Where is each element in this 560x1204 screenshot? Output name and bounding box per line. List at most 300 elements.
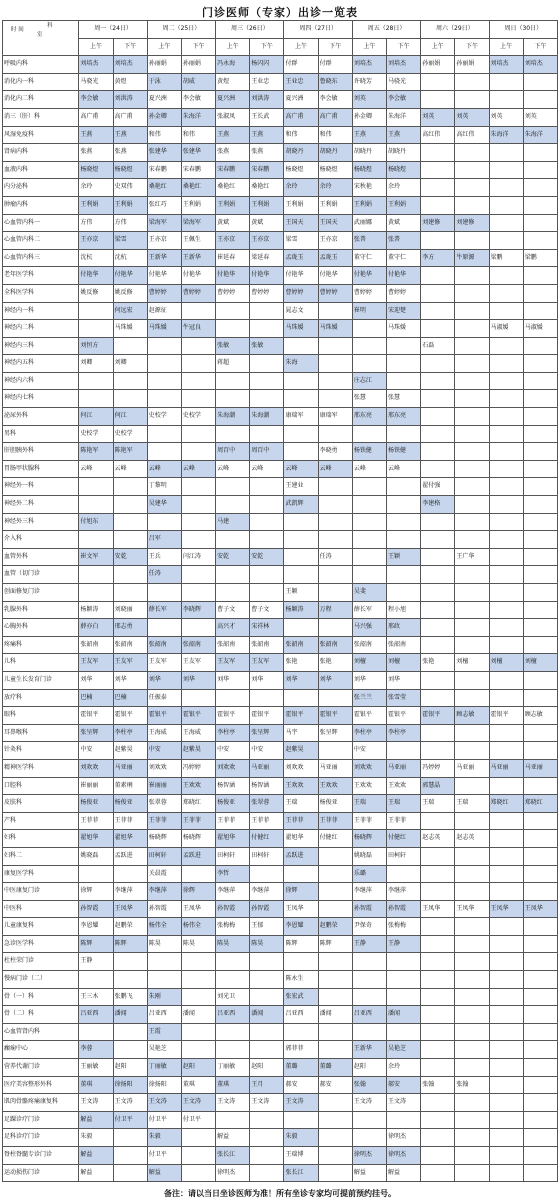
department-cell: 乳腺外科 <box>3 601 79 619</box>
table-row <box>3 284 558 302</box>
doctor-cell <box>523 355 557 373</box>
doctor-cell <box>455 302 489 320</box>
table-row <box>3 1129 558 1147</box>
corner-label-time: 时 间 <box>11 27 24 33</box>
doctor-cell: 解益 <box>79 1111 113 1129</box>
doctor-cell: 高兴才 <box>216 619 250 637</box>
doctor-cell: 王利娟 <box>352 196 386 214</box>
doctor-cell <box>113 584 147 602</box>
doctor-cell: 杨晓煜 <box>387 161 421 179</box>
doctor-cell <box>489 689 523 707</box>
doctor-cell <box>181 1041 215 1059</box>
doctor-cell <box>455 847 489 865</box>
doctor-cell <box>523 1147 557 1165</box>
doctor-cell: 徐明杰 <box>387 1147 421 1165</box>
doctor-cell <box>113 971 147 989</box>
doctor-cell: 陈永生 <box>284 971 318 989</box>
doctor-cell <box>387 742 421 760</box>
doctor-cell: 李柱亭 <box>113 724 147 742</box>
doctor-cell <box>250 584 284 602</box>
doctor-cell <box>318 372 352 390</box>
doctor-cell: 董琪 <box>181 1076 215 1094</box>
doctor-cell: 张兰兰 <box>352 689 386 707</box>
doctor-cell: 康瑞军 <box>284 408 318 426</box>
doctor-cell <box>455 988 489 1006</box>
doctor-cell: 王菲菲 <box>284 812 318 830</box>
doctor-cell: 霍银平 <box>113 707 147 725</box>
doctor-cell: 李继萍 <box>352 883 386 901</box>
doctor-cell: 张翰 <box>421 1076 455 1094</box>
doctor-cell <box>250 566 284 584</box>
doctor-cell <box>489 1129 523 1147</box>
doctor-cell <box>523 988 557 1006</box>
doctor-cell <box>284 1023 318 1041</box>
doctor-cell <box>523 865 557 883</box>
doctor-cell <box>523 425 557 443</box>
doctor-cell: 刘卿 <box>113 355 147 373</box>
doctor-cell <box>523 619 557 637</box>
doctor-cell <box>318 742 352 760</box>
doctor-cell: 王欢欢 <box>318 777 352 795</box>
doctor-cell: 薛亦白 <box>79 619 113 637</box>
doctor-cell <box>489 812 523 830</box>
doctor-cell: 王海威 <box>181 724 215 742</box>
doctor-cell <box>421 724 455 742</box>
doctor-cell: 赵阳 <box>181 1059 215 1077</box>
doctor-cell: 刘建修 <box>455 214 489 232</box>
doctor-cell: 高红伟 <box>455 126 489 144</box>
doctor-cell: 曹子文 <box>216 601 250 619</box>
doctor-cell <box>284 619 318 637</box>
doctor-cell: 杨智涵 <box>216 777 250 795</box>
doctor-cell <box>79 865 113 883</box>
table-row <box>3 918 558 936</box>
table-row <box>3 73 558 91</box>
doctor-cell: 潘闻 <box>181 1006 215 1024</box>
doctor-cell: 王文涛 <box>387 1094 421 1112</box>
doctor-cell: 姚晓磊 <box>79 847 113 865</box>
table-row <box>3 619 558 637</box>
doctor-cell: 邢志勇 <box>113 619 147 637</box>
doctor-cell <box>455 584 489 602</box>
doctor-cell: 夏兴洲 <box>216 91 250 109</box>
doctor-cell: 李柱亭 <box>387 724 421 742</box>
doctor-cell <box>455 179 489 197</box>
doctor-cell: 王利娟 <box>250 196 284 214</box>
doctor-cell: 马亚丽 <box>113 759 147 777</box>
doctor-cell <box>421 390 455 408</box>
doctor-cell: 杨晓辉 <box>147 830 181 848</box>
doctor-cell: 曹婷婷 <box>216 284 250 302</box>
doctor-cell: 李晓勇 <box>318 443 352 461</box>
doctor-cell: 云峰 <box>284 460 318 478</box>
doctor-cell: 付卫平 <box>147 1147 181 1165</box>
doctor-cell <box>523 1129 557 1147</box>
doctor-cell: 牛原源 <box>455 249 489 267</box>
doctor-cell: 王文涛 <box>250 1094 284 1112</box>
doctor-cell: 郑晓红 <box>523 795 557 813</box>
doctor-cell: 和伟 <box>318 126 352 144</box>
doctor-cell: 郝安 <box>284 1076 318 1094</box>
doctor-cell <box>523 144 557 162</box>
doctor-cell <box>113 531 147 549</box>
doctor-cell: 张韶南 <box>284 636 318 654</box>
doctor-cell: 高广甫 <box>113 108 147 126</box>
table-row <box>3 249 558 267</box>
doctor-cell: 吴艳芝 <box>147 1041 181 1059</box>
table-row <box>3 742 558 760</box>
doctor-cell <box>421 460 455 478</box>
doctor-cell: 刘欢欢 <box>284 759 318 777</box>
doctor-cell <box>318 1129 352 1147</box>
doctor-cell <box>147 513 181 531</box>
table-row <box>3 971 558 989</box>
doctor-cell: 张韶南 <box>250 636 284 654</box>
doctor-cell <box>181 689 215 707</box>
doctor-cell <box>455 531 489 549</box>
doctor-cell <box>455 1041 489 1059</box>
doctor-cell <box>455 232 489 250</box>
doctor-cell: 余玲 <box>387 179 421 197</box>
doctor-cell <box>216 302 250 320</box>
doctor-cell <box>216 478 250 496</box>
doctor-cell <box>455 284 489 302</box>
doctor-cell <box>79 531 113 549</box>
doctor-cell <box>318 513 352 531</box>
doctor-cell: 王瑞 <box>352 795 386 813</box>
doctor-cell: 朱刚 <box>147 988 181 1006</box>
doctor-cell: 陈辉 <box>318 935 352 953</box>
doctor-cell <box>352 496 386 514</box>
doctor-cell <box>523 337 557 355</box>
afternoon-header: 下午 <box>387 38 421 56</box>
doctor-cell: 云峰 <box>352 460 386 478</box>
doctor-cell: 王菲菲 <box>147 812 181 830</box>
doctor-cell <box>284 953 318 971</box>
doctor-cell <box>216 971 250 989</box>
doctor-cell: 刘华 <box>284 671 318 689</box>
doctor-cell: 霍银平 <box>421 707 455 725</box>
doctor-cell <box>318 619 352 637</box>
doctor-cell <box>455 496 489 514</box>
doctor-cell <box>523 953 557 971</box>
doctor-cell <box>250 531 284 549</box>
doctor-cell: 徐明杰 <box>352 1147 386 1165</box>
doctor-cell: 朱海洋 <box>489 126 523 144</box>
doctor-cell: 曹婷婷 <box>284 284 318 302</box>
doctor-cell <box>421 812 455 830</box>
doctor-cell: 张韶南 <box>387 636 421 654</box>
doctor-cell <box>387 566 421 584</box>
doctor-cell: 田柯轩 <box>387 847 421 865</box>
doctor-cell <box>523 390 557 408</box>
doctor-cell <box>421 865 455 883</box>
doctor-cell <box>489 1059 523 1077</box>
doctor-cell: 和伟 <box>284 126 318 144</box>
schedule-body <box>3 56 558 1182</box>
doctor-cell <box>216 689 250 707</box>
doctor-cell: 张韶南 <box>352 636 386 654</box>
doctor-cell <box>79 478 113 496</box>
doctor-cell: 中安 <box>147 742 181 760</box>
doctor-cell: 李继萍 <box>387 883 421 901</box>
doctor-cell: 王菲菲 <box>250 812 284 830</box>
doctor-cell: 刘华 <box>147 671 181 689</box>
doctor-cell <box>523 1059 557 1077</box>
doctor-cell: 姚晓磊 <box>352 847 386 865</box>
doctor-cell: 王欢欢 <box>181 777 215 795</box>
department-cell: 血液内科 <box>3 161 79 179</box>
doctor-cell: 朱毅 <box>284 1129 318 1147</box>
doctor-cell: 霍银平 <box>387 707 421 725</box>
doctor-cell <box>284 337 318 355</box>
doctor-cell <box>489 883 523 901</box>
doctor-cell: 徐扬阳 <box>113 1076 147 1094</box>
doctor-cell: 张艳 <box>318 654 352 672</box>
doctor-cell: 于泳 <box>147 73 181 91</box>
doctor-cell: 康瑞军 <box>318 408 352 426</box>
doctor-cell: 张鹏飞 <box>113 988 147 1006</box>
doctor-cell <box>113 496 147 514</box>
doctor-cell: 张宏武 <box>284 988 318 1006</box>
doctor-cell <box>455 1059 489 1077</box>
doctor-cell <box>284 1111 318 1129</box>
doctor-cell <box>455 73 489 91</box>
doctor-cell <box>181 1164 215 1182</box>
doctor-cell <box>421 1094 455 1112</box>
doctor-cell: 董守仁 <box>352 249 386 267</box>
doctor-cell: 梁雪 <box>113 232 147 250</box>
doctor-cell <box>318 953 352 971</box>
doctor-cell: 顾志敏 <box>523 707 557 725</box>
doctor-cell <box>216 372 250 390</box>
doctor-cell: 马骁光 <box>79 73 113 91</box>
doctor-cell <box>489 1111 523 1129</box>
doctor-cell <box>318 425 352 443</box>
doctor-cell: 史校学 <box>147 408 181 426</box>
doctor-cell: 宋春鹏 <box>147 161 181 179</box>
doctor-cell: 刘恒方 <box>79 337 113 355</box>
doctor-cell: 吴艳芝 <box>387 1041 421 1059</box>
department-cell: 介入科 <box>3 531 79 549</box>
table-row <box>3 636 558 654</box>
doctor-cell <box>523 1041 557 1059</box>
doctor-cell <box>318 847 352 865</box>
department-cell: 消三（肝）科 <box>3 108 79 126</box>
doctor-cell <box>523 214 557 232</box>
doctor-cell <box>250 988 284 1006</box>
doctor-cell: 王静 <box>79 953 113 971</box>
doctor-cell: 田柯轩 <box>216 847 250 865</box>
doctor-cell <box>523 478 557 496</box>
doctor-cell <box>181 953 215 971</box>
doctor-cell: 朱海 <box>284 355 318 373</box>
doctor-cell: 马亚丽 <box>250 759 284 777</box>
doctor-cell <box>489 1147 523 1165</box>
doctor-cell <box>284 531 318 549</box>
doctor-cell: 刘培杰 <box>113 56 147 74</box>
doctor-cell: 孙智霞 <box>147 900 181 918</box>
doctor-cell: 崔文军 <box>79 548 113 566</box>
doctor-cell: 王文涛 <box>113 1094 147 1112</box>
doctor-cell: 杨俊亚 <box>216 795 250 813</box>
doctor-cell <box>352 988 386 1006</box>
doctor-cell <box>318 900 352 918</box>
doctor-cell: 徐辉 <box>284 883 318 901</box>
doctor-cell: 王业忠 <box>250 73 284 91</box>
department-cell: 风湿免疫科 <box>3 126 79 144</box>
doctor-cell: 刘建修 <box>421 214 455 232</box>
doctor-cell: 马珠媛 <box>147 320 181 338</box>
doctor-cell: 王文涛 <box>181 1094 215 1112</box>
doctor-cell: 万程 <box>318 601 352 619</box>
doctor-cell: 王菲菲 <box>216 812 250 830</box>
doctor-cell: 吕亚西 <box>352 1006 386 1024</box>
doctor-cell <box>421 1023 455 1041</box>
doctor-cell <box>489 372 523 390</box>
doctor-cell: 王亦京 <box>147 232 181 250</box>
doctor-cell: 赵源征 <box>147 302 181 320</box>
department-cell: 心血管肾内科 <box>3 1023 79 1041</box>
doctor-cell: 霍银平 <box>352 707 386 725</box>
morning-header: 上午 <box>284 38 318 56</box>
doctor-cell <box>352 1023 386 1041</box>
doctor-cell: 邢政 <box>387 619 421 637</box>
doctor-cell: 刘培杰 <box>352 56 386 74</box>
department-cell: 骨（一）科 <box>3 988 79 1006</box>
doctor-cell <box>455 971 489 989</box>
doctor-cell <box>113 953 147 971</box>
doctor-cell <box>489 777 523 795</box>
doctor-cell: 李恩耀 <box>284 918 318 936</box>
doctor-cell: 梁海军 <box>181 214 215 232</box>
doctor-cell: 杨晓煜 <box>284 161 318 179</box>
department-cell: 消化内一科 <box>3 73 79 91</box>
doctor-cell <box>523 847 557 865</box>
table-row <box>3 1164 558 1182</box>
doctor-cell: 翟旭华 <box>113 830 147 848</box>
doctor-cell: 姚反修 <box>113 284 147 302</box>
doctor-cell: 曹婷婷 <box>318 284 352 302</box>
table-row <box>3 795 558 813</box>
doctor-cell: 付健红 <box>250 830 284 848</box>
doctor-cell <box>113 478 147 496</box>
doctor-cell: 刘英 <box>455 108 489 126</box>
doctor-cell: 潘闻 <box>113 1006 147 1024</box>
table-row <box>3 232 558 250</box>
doctor-cell: 杨颖涛 <box>284 601 318 619</box>
doctor-cell <box>181 1023 215 1041</box>
doctor-cell: 张燕 <box>113 144 147 162</box>
doctor-cell: 崔丽丽 <box>147 777 181 795</box>
doctor-cell: 胡威 <box>181 73 215 91</box>
doctor-cell: 何远宏 <box>113 302 147 320</box>
doctor-cell <box>421 971 455 989</box>
schedule-table <box>2 20 558 1182</box>
doctor-cell: 刘英 <box>352 91 386 109</box>
doctor-cell <box>421 161 455 179</box>
doctor-cell <box>489 988 523 1006</box>
table-row <box>3 337 558 355</box>
doctor-cell: 李继萍 <box>113 883 147 901</box>
doctor-cell <box>181 390 215 408</box>
doctor-cell: 巴楠 <box>79 689 113 707</box>
doctor-cell: 王燕 <box>216 126 250 144</box>
doctor-cell: 孙金卿 <box>352 108 386 126</box>
doctor-cell <box>113 390 147 408</box>
doctor-cell: 付艳华 <box>250 267 284 285</box>
doctor-cell: 马宇 <box>284 724 318 742</box>
doctor-cell <box>523 671 557 689</box>
doctor-cell <box>421 196 455 214</box>
doctor-cell <box>489 144 523 162</box>
doctor-cell: 张呈辉 <box>250 724 284 742</box>
department-cell: 耳鼻喉科 <box>3 724 79 742</box>
doctor-cell <box>523 1164 557 1182</box>
doctor-cell: 石磊 <box>421 337 455 355</box>
department-cell: 神经外一科 <box>3 478 79 496</box>
doctor-cell: 解益 <box>387 1164 421 1182</box>
doctor-cell <box>421 179 455 197</box>
doctor-cell: 崔延春 <box>216 249 250 267</box>
doctor-cell <box>421 584 455 602</box>
doctor-cell: 张燕 <box>79 144 113 162</box>
department-cell: 足科诊疗门诊 <box>3 1129 79 1147</box>
doctor-cell: 王亦京 <box>79 232 113 250</box>
table-row <box>3 1059 558 1077</box>
doctor-cell <box>523 548 557 566</box>
doctor-cell: 董琪 <box>216 1076 250 1094</box>
doctor-cell: 崔丽丽 <box>79 777 113 795</box>
doctor-cell <box>523 1094 557 1112</box>
department-cell: 癫痫中心 <box>3 1041 79 1059</box>
doctor-cell <box>455 425 489 443</box>
doctor-cell <box>455 1111 489 1129</box>
doctor-cell <box>489 425 523 443</box>
doctor-cell <box>421 847 455 865</box>
doctor-cell: 任涛 <box>318 548 352 566</box>
doctor-cell: 邢东亮 <box>387 408 421 426</box>
doctor-cell: 宋春鹏 <box>216 161 250 179</box>
department-cell: 针灸科 <box>3 742 79 760</box>
doctor-cell: 刘培杰 <box>523 56 557 74</box>
doctor-cell: 付艳华 <box>113 267 147 285</box>
doctor-cell: 刘华 <box>387 671 421 689</box>
doctor-cell <box>421 355 455 373</box>
doctor-cell <box>455 443 489 461</box>
doctor-cell <box>181 584 215 602</box>
doctor-cell: 霍银平 <box>216 707 250 725</box>
doctor-cell <box>216 584 250 602</box>
department-cell: 神经内二科 <box>3 320 79 338</box>
doctor-cell: 任振泰 <box>147 689 181 707</box>
doctor-cell: 方伟 <box>113 214 147 232</box>
doctor-cell: 邢东亮 <box>352 408 386 426</box>
doctor-cell <box>455 777 489 795</box>
department-cell: 心血管内科一 <box>3 214 79 232</box>
doctor-cell: 付艳华 <box>387 267 421 285</box>
doctor-cell <box>489 443 523 461</box>
doctor-cell: 何江 <box>113 408 147 426</box>
table-row <box>3 1094 558 1112</box>
table-row <box>3 408 558 426</box>
morning-header: 上午 <box>147 38 181 56</box>
doctor-cell <box>455 883 489 901</box>
doctor-cell: 李哲 <box>216 865 250 883</box>
doctor-cell: 张雪莹 <box>387 689 421 707</box>
doctor-cell <box>79 584 113 602</box>
doctor-cell: 王友军 <box>79 654 113 672</box>
